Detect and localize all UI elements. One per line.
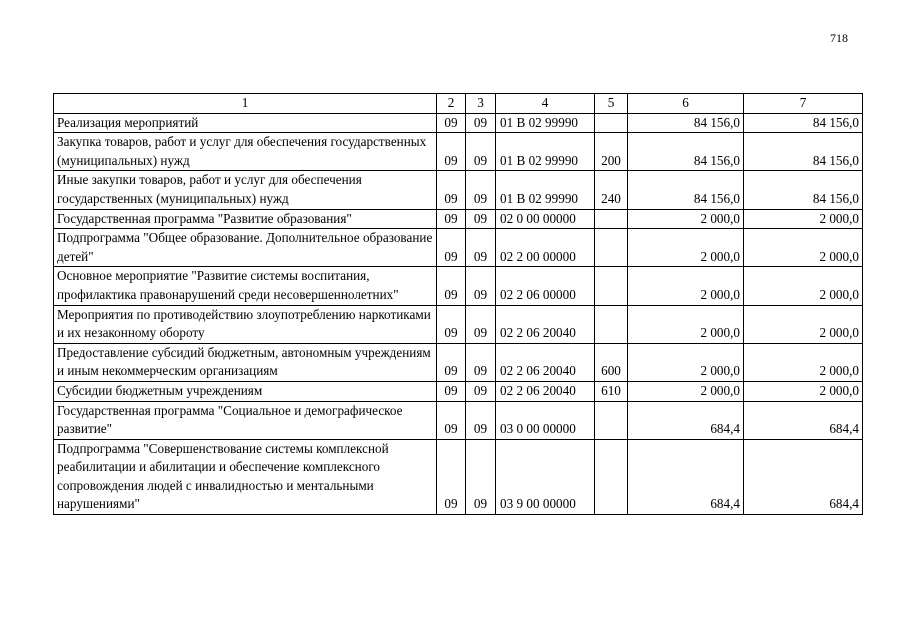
amount-col7-cell: 84 156,0 — [744, 133, 863, 171]
amount-col6-cell: 84 156,0 — [628, 113, 744, 133]
table-row — [54, 113, 863, 133]
target-article-cell: 02 2 06 00000 — [496, 267, 595, 305]
section-code-cell: 09 — [437, 171, 466, 209]
amount-col7-cell: 684,4 — [744, 439, 863, 514]
expense-type-cell — [595, 209, 628, 229]
expense-type-cell: 200 — [595, 133, 628, 171]
expense-type-cell — [595, 439, 628, 514]
section-code-cell: 09 — [437, 343, 466, 381]
section-code-cell: 09 — [437, 113, 466, 133]
table-row — [54, 133, 863, 171]
header-cell: 5 — [595, 94, 628, 114]
subsection-code-cell: 09 — [466, 401, 496, 439]
row-name-cell: Субсидии бюджетным учреждениям — [54, 381, 437, 401]
header-cell: 2 — [437, 94, 466, 114]
row-name-cell: Государственная программа "Социальное и демографическое развитие" — [54, 401, 437, 439]
row-name-cell: Государственная программа "Развитие образования" — [54, 209, 437, 229]
table-row — [54, 267, 863, 305]
subsection-code-cell: 09 — [466, 209, 496, 229]
amount-col7-cell: 2 000,0 — [744, 267, 863, 305]
section-code-cell: 09 — [437, 401, 466, 439]
row-name-cell: Закупка товаров, работ и услуг для обеспечения государственных (муниципальных) нужд — [54, 133, 437, 171]
target-article-cell: 03 0 00 00000 — [496, 401, 595, 439]
target-article-cell: 02 2 06 20040 — [496, 305, 595, 343]
budget-table — [53, 93, 863, 515]
amount-col6-cell: 2 000,0 — [628, 305, 744, 343]
subsection-code-cell: 09 — [466, 305, 496, 343]
amount-col6-cell: 84 156,0 — [628, 171, 744, 209]
subsection-code-cell: 09 — [466, 381, 496, 401]
section-code-cell: 09 — [437, 229, 466, 267]
amount-col6-cell: 2 000,0 — [628, 343, 744, 381]
target-article-cell: 01 В 02 99990 — [496, 113, 595, 133]
subsection-code-cell: 09 — [466, 439, 496, 514]
table-row — [54, 401, 863, 439]
table-header-row — [54, 94, 863, 114]
header-cell: 6 — [628, 94, 744, 114]
amount-col6-cell: 684,4 — [628, 439, 744, 514]
amount-col7-cell: 84 156,0 — [744, 171, 863, 209]
header-cell: 4 — [496, 94, 595, 114]
section-code-cell: 09 — [437, 305, 466, 343]
table-row — [54, 439, 863, 514]
header-cell: 3 — [466, 94, 496, 114]
subsection-code-cell: 09 — [466, 133, 496, 171]
expense-type-cell: 240 — [595, 171, 628, 209]
row-name-cell: Реализация мероприятий — [54, 113, 437, 133]
table-row — [54, 229, 863, 267]
expense-type-cell — [595, 229, 628, 267]
section-code-cell: 09 — [437, 267, 466, 305]
expense-type-cell — [595, 113, 628, 133]
amount-col7-cell: 2 000,0 — [744, 209, 863, 229]
expense-type-cell: 610 — [595, 381, 628, 401]
amount-col7-cell: 2 000,0 — [744, 343, 863, 381]
amount-col6-cell: 84 156,0 — [628, 133, 744, 171]
expense-type-cell: 600 — [595, 343, 628, 381]
subsection-code-cell: 09 — [466, 267, 496, 305]
expense-type-cell — [595, 305, 628, 343]
target-article-cell: 01 В 02 99990 — [496, 171, 595, 209]
amount-col6-cell: 2 000,0 — [628, 267, 744, 305]
amount-col7-cell: 2 000,0 — [744, 229, 863, 267]
amount-col7-cell: 2 000,0 — [744, 305, 863, 343]
subsection-code-cell: 09 — [466, 171, 496, 209]
section-code-cell: 09 — [437, 133, 466, 171]
amount-col6-cell: 2 000,0 — [628, 381, 744, 401]
target-article-cell: 01 В 02 99990 — [496, 133, 595, 171]
subsection-code-cell: 09 — [466, 343, 496, 381]
target-article-cell: 02 2 06 20040 — [496, 381, 595, 401]
target-article-cell: 02 0 00 00000 — [496, 209, 595, 229]
section-code-cell: 09 — [437, 209, 466, 229]
amount-col6-cell: 2 000,0 — [628, 229, 744, 267]
row-name-cell: Мероприятия по противодействию злоупотреблению наркотиками и их незаконному обороту — [54, 305, 437, 343]
table-row — [54, 381, 863, 401]
row-name-cell: Предоставление субсидий бюджетным, автономным учреждениям и иным некоммерческим организациям — [54, 343, 437, 381]
table-row — [54, 171, 863, 209]
expense-type-cell — [595, 267, 628, 305]
expense-type-cell — [595, 401, 628, 439]
amount-col7-cell: 684,4 — [744, 401, 863, 439]
header-cell: 1 — [54, 94, 437, 114]
page-number: 718 — [830, 31, 848, 45]
target-article-cell: 02 2 00 00000 — [496, 229, 595, 267]
row-name-cell: Подпрограмма "Совершенствование системы комплексной реабилитации и абилитации и обеспечение комплексного сопровождения людей с инвалидностью и ментальными нарушениями" — [54, 439, 437, 514]
table-row — [54, 343, 863, 381]
table-row — [54, 305, 863, 343]
header-cell: 7 — [744, 94, 863, 114]
target-article-cell: 03 9 00 00000 — [496, 439, 595, 514]
section-code-cell: 09 — [437, 381, 466, 401]
amount-col6-cell: 684,4 — [628, 401, 744, 439]
amount-col6-cell: 2 000,0 — [628, 209, 744, 229]
subsection-code-cell: 09 — [466, 113, 496, 133]
row-name-cell: Иные закупки товаров, работ и услуг для обеспечения государственных (муниципальных) нужд — [54, 171, 437, 209]
row-name-cell: Подпрограмма "Общее образование. Дополнительное образование детей" — [54, 229, 437, 267]
target-article-cell: 02 2 06 20040 — [496, 343, 595, 381]
amount-col7-cell: 84 156,0 — [744, 113, 863, 133]
amount-col7-cell: 2 000,0 — [744, 381, 863, 401]
subsection-code-cell: 09 — [466, 229, 496, 267]
table-row — [54, 209, 863, 229]
row-name-cell: Основное мероприятие "Развитие системы воспитания, профилактика правонарушений среди несовершеннолетних" — [54, 267, 437, 305]
section-code-cell: 09 — [437, 439, 466, 514]
